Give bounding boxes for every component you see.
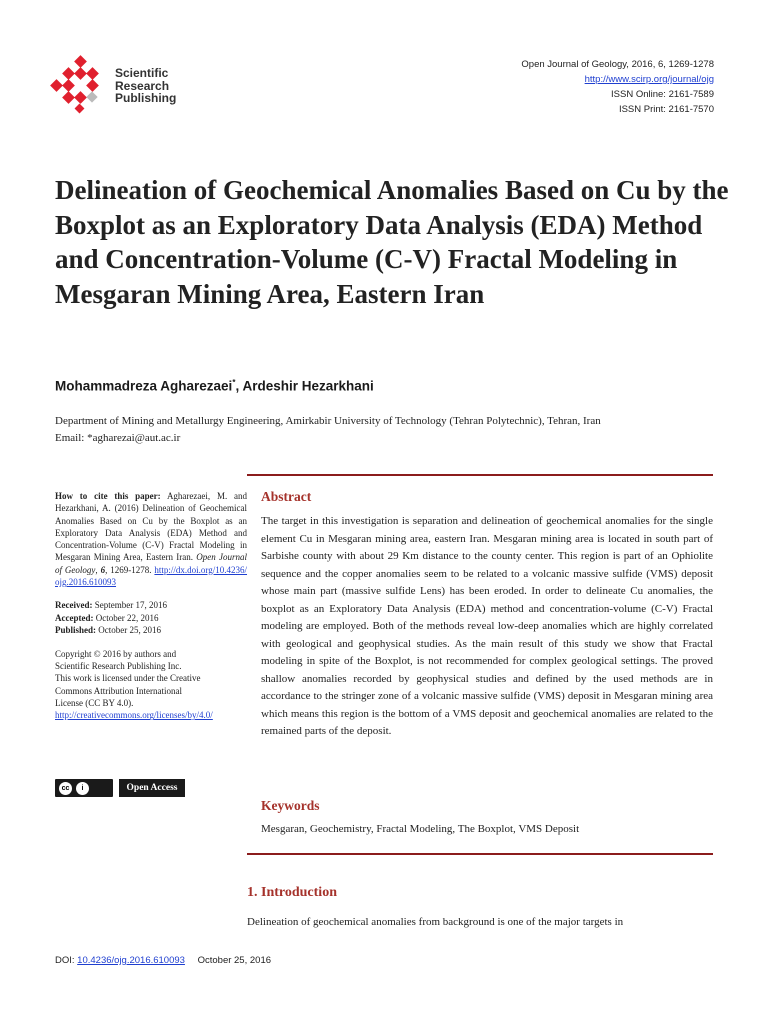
license-block [55,648,247,722]
publisher-name-line2: Research [115,78,170,93]
published-date: October 25, 2016 [98,625,162,636]
introduction-heading: 1. Introduction [247,885,337,900]
paper-title: Delineation of Geochemical Anomalies Based on Cu by the Boxplot as an Exploratory Data Analysis (EDA) Method and Concentration-Volume (C-V) Fractal Modeling in Mesgaran Mining Area, Eastern Iran [55,175,729,309]
citation-block: How to cite this paper: Agharezaei, M. and Hezarkhani, A. (2016) Delineation of Geochemical Anomalies Based on Cu by the Boxplot as an Exploratory Data Analysis (EDA) Method and Concentration-Volume (C-V) Fractal Modeling in Mesgaran Mining Area, Eastern Iran. Open Journal of Geology, 6, 1269-1278. http://dx.doi.org/10.4236/ojg.2016.610093 [55,491,248,588]
keywords-text: Mesgaran, Geochemistry, Fractal Modeling, The Boxplot, VMS Deposit [261,823,580,835]
cite-pages: , 1269-1278. [105,564,152,575]
doi-link[interactable]: 10.4236/ojg.2016.610093 [77,955,185,966]
author-separator: , [235,378,243,394]
footer-date: October 25, 2016 [197,955,272,966]
cite-label: How to cite this paper: [55,491,161,501]
page-footer [55,955,271,966]
abstract-heading: Abstract [261,489,312,504]
abstract-text: The target in this investigation is separation and delineation of geochemical anomalies for the single element Cu in Mesgaran mining area, eastern Iran. Mesgaran mining area is located in south part of Sarbishe county with about 29 Km distance to the county center. This region is part of an Ophiolite sequence and the copper anomalies seem to be related to a volcanic massive sulfide (VMS) deposit whose main part (massive sulfide Lens) has been eroded. In order to delineate Cu anomalies, the boxplot as an Exploratory Data Analysis (EDA) method and concentration-volume (C-V) Fractal modeling are employed. Both of the methods reveal low-deep anomalies which are highly correlated with geological and geophysical studies. As the main result of this study we show that Fractal modeling in spite of the Boxplot, is not recommended for complex geological settings. The proved shallow anomalies recorded by geophysical studies and defined by the used methods are in accordance to the stringer zone of a volcanic massive sulfide (VMS) deposit in Mesgaran mining area which means this region is the bottom of a VMS deposit and geochemical anomalies are related to the remained parts of the deposit. [261,515,713,737]
license-line: This work is licensed under the Creative [55,673,201,684]
affiliation [55,413,601,447]
author-list [55,378,374,394]
publisher-name-line3: Publishing [115,91,177,105]
attribution-icon: i [76,782,89,795]
published-label: Published: [55,625,97,636]
license-line: Commons Attribution International [55,685,182,696]
open-access-badge[interactable]: Open Access [119,779,185,797]
publisher-logo [50,55,190,115]
journal-citation: Open Journal of Geology, 2016, 6, 1269-1278 [521,59,714,70]
accepted-date: October 22, 2016 [95,612,159,623]
cite-volume: 6 [100,564,106,575]
cc-icon: cc [59,782,72,795]
issn-online: ISSN Online: 2161-7589 [611,89,714,100]
license-line: License (CC BY 4.0). [55,698,134,709]
cite-text: Agharezaei, M. and Hezarkhani, A. (2016) Delineation of Geochemical Anomalies Based on Cu by the Boxplot as an Exploratory Data Analysis (EDA) Method and Concentration-Volume (C-V) Fractal Modeling in Mesgaran Mining Area, Eastern Iran. [55,491,247,563]
article-sidebar [55,490,247,722]
affiliation-email: Email: *agharezai@aut.ac.ir [55,432,181,444]
cite-journal: Open Journal of Geology [55,552,247,575]
copyright-line: Scientific Research Publishing Inc. [55,661,182,672]
journal-url-link[interactable]: http://www.scirp.org/journal/ojg [584,74,714,85]
license-badges [55,779,185,797]
dates-block [55,599,247,637]
received-label: Received: [55,600,93,611]
received-date: September 17, 2016 [94,600,167,611]
journal-info [521,57,714,117]
corresponding-author-mark: * [232,378,236,387]
cc-by-badge[interactable] [55,779,113,797]
section-rule [247,853,713,855]
author-name: Ardeshir Hezarkhani [242,378,374,394]
license-url-link[interactable]: http://creativecommons.org/licenses/by/4.0/ [55,710,213,721]
author-name: Mohammadreza Agharezaei [55,378,233,394]
publisher-name [115,67,176,105]
copyright-line: Copyright © 2016 by authors and [55,648,177,659]
publisher-name-line1: Scientific [115,66,169,80]
affiliation-department: Department of Mining and Metallurgy Engineering, Amirkabir University of Technology (Tehran Polytechnic), Tehran, Iran [55,415,601,427]
cite-doi-link[interactable]: http://dx.doi.org/10.4236/ojg.2016.610093 [55,564,248,588]
publisher-diamond-icon [50,55,110,115]
section-rule [247,474,713,476]
keywords-heading: Keywords [261,798,320,813]
accepted-label: Accepted: [55,612,94,623]
issn-print: ISSN Print: 2161-7570 [618,104,714,115]
doi-label: DOI: [55,955,75,966]
introduction-text: Delineation of geochemical anomalies from background is one of the major targets in [247,916,624,928]
